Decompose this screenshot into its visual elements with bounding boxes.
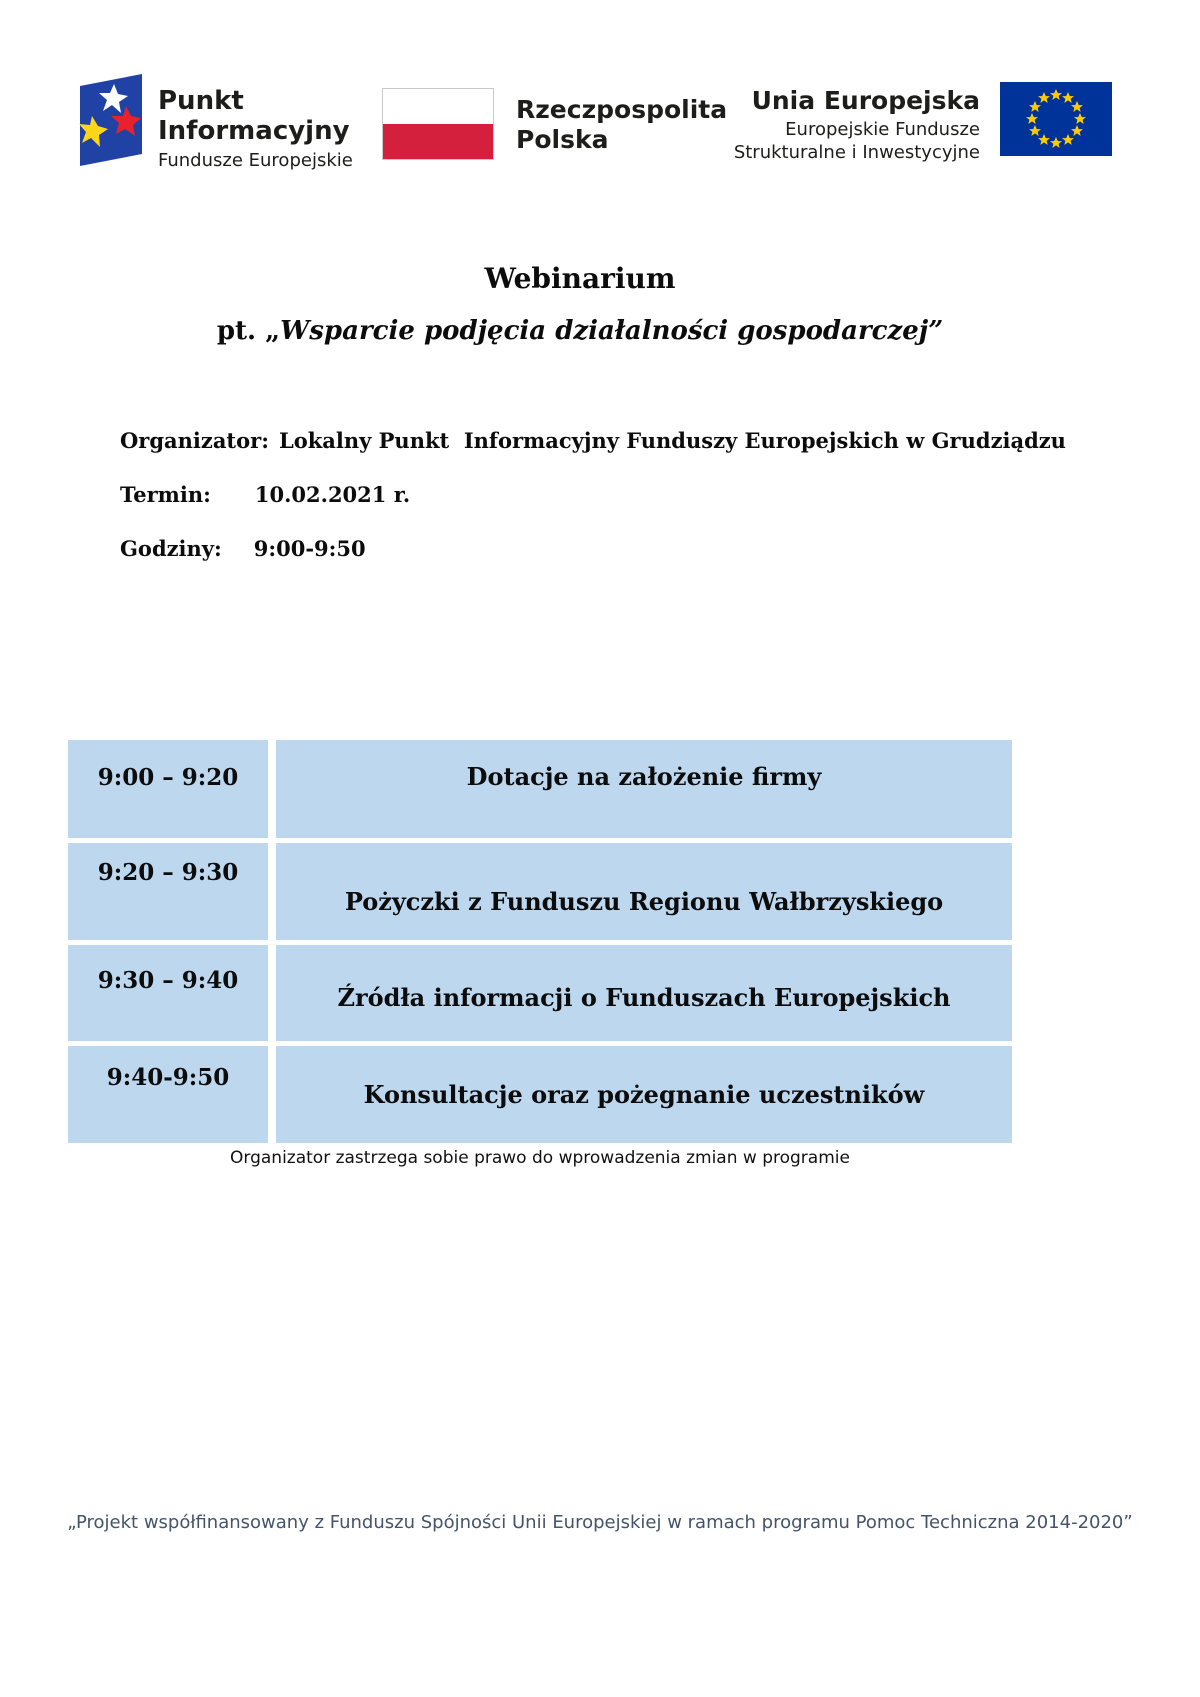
eu-logo-line1: Unia Europejska: [751, 86, 980, 115]
eu-flag-icon: [1000, 82, 1112, 156]
table-row: [68, 843, 1012, 940]
row-topic: Konsultacje oraz pożegnanie uczestników: [276, 1046, 1012, 1143]
subtitle-prefix: pt. „: [216, 316, 281, 346]
subtitle-suffix: ”: [928, 316, 944, 346]
poland-flag-icon: [382, 88, 494, 160]
hours-value: 9:00-9:50: [253, 536, 366, 561]
subtitle-italic: Wsparcie podjęcia działalności gospodarczej: [280, 316, 929, 346]
row-time: 9:30 – 9:40: [68, 945, 268, 1041]
schedule-change-note: Organizator zastrzega sobie prawo do wprowadzenia zmian w programie: [230, 1148, 850, 1168]
punkt-logo-line2: Informacyjny: [158, 116, 350, 146]
row-topic: Źródła informacji o Funduszach Europejskich: [276, 945, 1012, 1041]
punkt-logo-line3: Fundusze Europejskie: [158, 150, 353, 171]
rzeczpospolita-polska-logo: [382, 88, 727, 160]
page-subtitle: [0, 316, 1160, 346]
table-row: [68, 1046, 1012, 1143]
schedule-table: [68, 740, 1012, 1148]
table-row: [68, 945, 1012, 1041]
date-label: Termin:: [120, 482, 211, 507]
eu-logo-line3: Strukturalne i Inwestycyjne: [733, 142, 980, 163]
unia-europejska-logo: [734, 82, 1112, 164]
poland-logo-text: [516, 95, 727, 155]
punkt-informacyjny-logo: [78, 72, 353, 174]
punkt-logo-line1: Punkt: [158, 86, 244, 116]
detail-hours: [120, 536, 1066, 562]
event-details: [120, 428, 1066, 590]
cofinancing-footer: „Projekt współfinansowany z Funduszu Spójności Unii Europejskiej w ramach programu Pomoc Techniczna 2014-2020”: [67, 1512, 1133, 1533]
date-value: 10.02.2021 r.: [254, 482, 411, 507]
punkt-logo-text: [158, 86, 353, 174]
row-time: 9:40-9:50: [68, 1046, 268, 1143]
detail-organizer: [120, 428, 1066, 454]
detail-date: [120, 482, 1066, 508]
poland-logo-line1: Rzeczpospolita: [516, 95, 728, 124]
row-topic: Pożyczki z Funduszu Regionu Wałbrzyskiego: [276, 843, 1012, 940]
row-time: 9:20 – 9:30: [68, 843, 268, 940]
eu-logo-text: [734, 86, 980, 164]
row-topic: Dotacje na założenie firmy: [276, 740, 1012, 838]
row-time: 9:00 – 9:20: [68, 740, 268, 838]
european-funds-flag-icon: [78, 72, 144, 168]
table-row: [68, 740, 1012, 838]
organizer-label: Organizator:: [120, 428, 269, 453]
poland-logo-line2: Polska: [516, 125, 609, 154]
organizer-value: Lokalny Punkt Informacyjny Funduszy Europejskich w Grudziądzu: [278, 428, 1066, 453]
hours-label: Godziny:: [120, 536, 222, 561]
page-title: Webinarium: [484, 262, 676, 295]
eu-logo-line2: Europejskie Fundusze: [785, 119, 980, 140]
